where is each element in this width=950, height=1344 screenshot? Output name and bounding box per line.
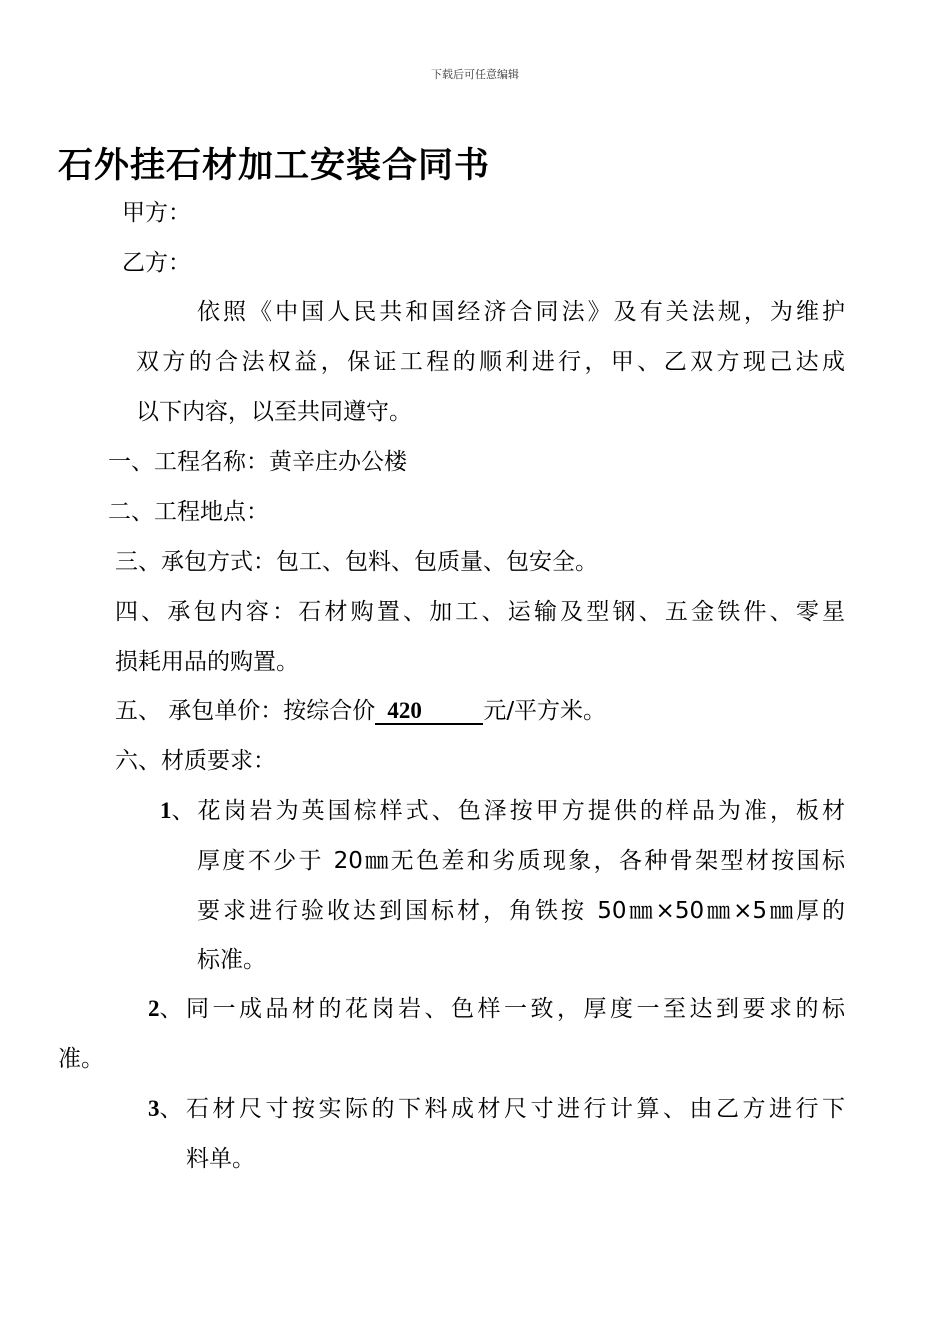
requirement-3-text-1: 、石材尺寸按实际的下料成材尺寸进行计算、由乙方进行下 [159,1096,845,1122]
item-contract-method: 三、承包方式：包工、包料、包质量、包安全。 [115,549,598,575]
unit-price-suffix: 元/平方米。 [483,698,607,724]
requirement-1-line-4: 标准。 [197,947,266,973]
item-unit-price [115,696,606,726]
unit-price-prefix: 五、 承包单价：按综合价 [115,698,376,724]
requirement-1-line-3: 要求进行验收达到国标材，角铁按 50㎜×50㎜×5㎜厚的 [197,898,845,924]
party-b-label: 乙方： [122,250,191,276]
unit-price-value: 420 [375,699,483,725]
requirement-1-text-1: 、花岗岩为英国棕样式、色泽按甲方提供的样品为准，板材 [171,798,845,824]
item-material-requirements: 六、材质要求： [115,748,276,774]
page-header-note: 下载后可任意编辑 [431,68,519,81]
requirement-2-text-1: 、同一成品材的花岗岩、色样一致，厚度一至达到要求的标 [159,996,845,1022]
intro-line-3: 以下内容，以至共同遵守。 [136,399,412,425]
intro-line-1: 依照《中国人民共和国经济合同法》及有关法规，为维护 [197,299,845,325]
requirement-1-line-1 [160,796,845,826]
requirement-1-line-2: 厚度不少于 20㎜无色差和劣质现象，各种骨架型材按国标 [197,848,845,874]
item-contract-scope-line-2: 损耗用品的购置。 [115,649,299,675]
requirement-2-line-1 [148,994,845,1024]
item-project-location: 二、工程地点： [108,499,269,525]
item-project-name: 一、工程名称：黄辛庄办公楼 [108,449,407,475]
intro-line-2: 双方的合法权益，保证工程的顺利进行，甲、乙双方现己达成 [136,349,845,375]
item-contract-scope-line-1: 四、承包内容：石材购置、加工、运输及型钢、五金铁件、零星 [115,599,845,625]
requirement-3-number: 3 [148,1096,160,1121]
party-a-label: 甲方： [122,200,191,226]
requirement-3-line-1 [148,1094,845,1124]
requirement-3-line-2: 料单。 [186,1146,255,1172]
requirement-2-number: 2 [148,996,160,1021]
requirement-1-number: 1 [160,798,172,823]
requirement-2-line-2: 准。 [58,1046,104,1072]
document-title: 石外挂石材加工安装合同书 [58,146,491,186]
